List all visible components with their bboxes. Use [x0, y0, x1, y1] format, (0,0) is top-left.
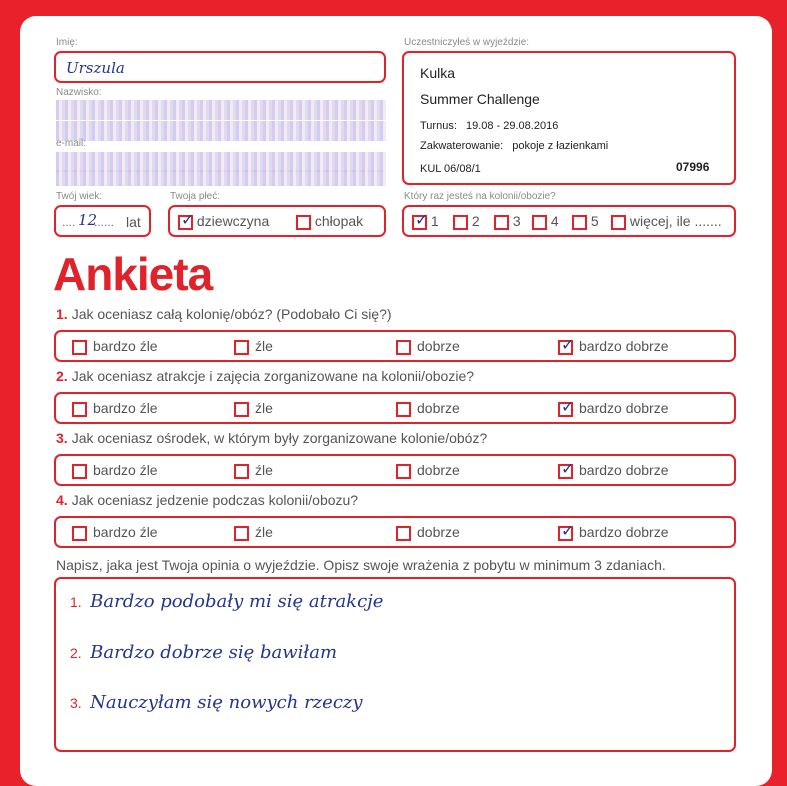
- times-checkbox-3[interactable]: [494, 215, 509, 230]
- question-1-rating: [54, 330, 736, 362]
- name-label: Imię:: [56, 37, 78, 48]
- rating-option[interactable]: [396, 524, 460, 541]
- rating-option[interactable]: [234, 400, 273, 417]
- ticket-term: [420, 120, 558, 132]
- gender-male-checkbox[interactable]: [296, 215, 311, 230]
- opinion-textarea[interactable]: [54, 577, 736, 752]
- rating-label: bardzo źle: [93, 462, 158, 478]
- opinion-line-2: [70, 642, 337, 663]
- rating-checkbox[interactable]: [72, 464, 87, 479]
- rating-checkbox[interactable]: [558, 520, 575, 541]
- times-label: Który raz jesteś na kolonii/obozie?: [404, 191, 556, 202]
- gender-male-option[interactable]: [296, 213, 363, 230]
- gender-label: Twoja płeć:: [170, 191, 221, 202]
- check-icon: ✓: [561, 334, 575, 354]
- age-dots-right: ......: [94, 215, 115, 229]
- rating-option[interactable]: [396, 338, 460, 355]
- rating-label: dobrze: [417, 400, 460, 416]
- check-icon: ✓: [561, 520, 575, 540]
- rating-option[interactable]: [558, 334, 669, 355]
- rating-label: źle: [255, 524, 273, 540]
- surname-redacted-2: [56, 121, 386, 141]
- rating-label: źle: [255, 400, 273, 416]
- age-label: Twój wiek:: [56, 191, 103, 202]
- rating-option[interactable]: [558, 396, 669, 417]
- rating-label: bardzo dobrze: [579, 400, 669, 416]
- check-icon: ✓: [181, 209, 195, 229]
- times-option-1[interactable]: [412, 209, 439, 230]
- times-option-5[interactable]: [572, 213, 599, 230]
- opinion-line-number: 2.: [70, 645, 82, 661]
- gender-field: [168, 205, 386, 237]
- ticket-name: Kulka: [420, 65, 456, 81]
- age-field[interactable]: [54, 205, 151, 237]
- times-checkbox-5[interactable]: [572, 215, 587, 230]
- ticket-number: 07996: [676, 160, 710, 174]
- age-dots-left: ....: [62, 215, 76, 229]
- times-option-4[interactable]: [532, 213, 559, 230]
- rating-checkbox[interactable]: [234, 464, 249, 479]
- name-value: Urszula: [66, 59, 125, 77]
- rating-checkbox[interactable]: [396, 402, 411, 417]
- opinion-line-text: Nauczyłam się nowych rzeczy: [90, 692, 363, 713]
- gender-female-label: dziewczyna: [196, 213, 270, 229]
- times-checkbox-more[interactable]: [611, 215, 626, 230]
- name-field[interactable]: [54, 51, 386, 83]
- rating-label: dobrze: [417, 338, 460, 354]
- rating-checkbox[interactable]: [234, 340, 249, 355]
- rating-label: bardzo źle: [93, 338, 158, 354]
- rating-option[interactable]: [396, 400, 460, 417]
- rating-label: bardzo dobrze: [579, 338, 669, 354]
- rating-option[interactable]: [234, 338, 273, 355]
- surname-label: Nazwisko:: [56, 87, 102, 98]
- times-option-more[interactable]: [611, 213, 722, 230]
- rating-option[interactable]: [234, 524, 273, 541]
- times-checkbox-2[interactable]: [453, 215, 468, 230]
- rating-checkbox[interactable]: [72, 340, 87, 355]
- question-number: 4.: [56, 492, 68, 508]
- times-checkbox-1[interactable]: [412, 209, 429, 230]
- times-field: [402, 205, 736, 237]
- rating-checkbox[interactable]: [558, 458, 575, 479]
- rating-option[interactable]: [72, 400, 158, 417]
- email-label: e-mail:: [56, 138, 87, 149]
- rating-label: bardzo źle: [93, 524, 158, 540]
- rating-checkbox[interactable]: [558, 334, 575, 355]
- age-unit: lat: [126, 214, 141, 230]
- rating-checkbox[interactable]: [234, 402, 249, 417]
- rating-label: źle: [255, 462, 273, 478]
- question-2-text: [56, 368, 474, 384]
- gender-female-option[interactable]: [178, 209, 270, 230]
- gender-female-checkbox[interactable]: [178, 209, 195, 230]
- rating-option[interactable]: [234, 462, 273, 479]
- rating-label: źle: [255, 338, 273, 354]
- question-number: 2.: [56, 368, 68, 384]
- rating-checkbox[interactable]: [234, 526, 249, 541]
- opinion-line-number: 3.: [70, 695, 82, 711]
- question-4-text: [56, 492, 358, 508]
- opinion-line-1: [70, 591, 383, 612]
- rating-checkbox[interactable]: [72, 402, 87, 417]
- email-redacted: [56, 152, 386, 172]
- rating-checkbox[interactable]: [72, 526, 87, 541]
- rating-label: bardzo źle: [93, 400, 158, 416]
- times-option-label: 2: [471, 213, 480, 229]
- ticket-code: KUL 06/08/1: [420, 163, 481, 175]
- rating-checkbox[interactable]: [396, 340, 411, 355]
- check-icon: ✓: [415, 209, 429, 229]
- ticket-accommodation-label: Zakwaterowanie:: [420, 140, 504, 152]
- rating-option[interactable]: [72, 338, 158, 355]
- question-label: Jak oceniasz całą kolonię/obóz? (Podobało Ci się?): [71, 306, 392, 322]
- gender-male-label: chłopak: [314, 213, 364, 229]
- ticket-accommodation: [420, 140, 608, 152]
- rating-label: dobrze: [417, 524, 460, 540]
- check-icon: ✓: [561, 458, 575, 478]
- question-label: Jak oceniasz ośrodek, w którym były zorganizowane kolonie/obóz?: [71, 430, 488, 446]
- ticket-term-label: Turnus:: [420, 120, 457, 132]
- question-label: Jak oceniasz atrakcje i zajęcia zorganizowane na kolonii/obozie?: [71, 368, 475, 384]
- rating-option[interactable]: [558, 520, 669, 541]
- surname-redacted: [56, 100, 386, 120]
- question-1-text: [56, 306, 392, 322]
- rating-option[interactable]: [396, 462, 460, 479]
- rating-checkbox[interactable]: [396, 464, 411, 479]
- times-option-label: 4: [550, 213, 559, 229]
- question-3-rating: [54, 454, 736, 486]
- times-option-2[interactable]: [453, 213, 480, 230]
- question-2-rating: [54, 392, 736, 424]
- age-value: 12: [78, 211, 98, 229]
- times-option-label: 1: [430, 213, 439, 229]
- rating-label: dobrze: [417, 462, 460, 478]
- question-4-rating: [54, 516, 736, 548]
- times-more-label: więcej, ile .......: [629, 213, 722, 229]
- check-icon: ✓: [561, 396, 575, 416]
- times-option-label: 3: [512, 213, 521, 229]
- rating-label: bardzo dobrze: [579, 462, 669, 478]
- opinion-prompt: Napisz, jaka jest Twoja opinia o wyjeździe. Opisz swoje wrażenia z pobytu w minimum 3 zdaniach.: [56, 557, 666, 573]
- email-redacted-2: [56, 170, 386, 186]
- ticket-term-value: 19.08 - 29.08.2016: [465, 120, 559, 132]
- opinion-line-text: Bardzo podobały mi się atrakcje: [90, 591, 384, 612]
- question-number: 3.: [56, 430, 68, 446]
- ticket-box: [402, 51, 736, 185]
- opinion-line-number: 1.: [70, 594, 82, 610]
- rating-option[interactable]: [72, 462, 158, 479]
- survey-title: Ankieta: [53, 248, 213, 300]
- rating-checkbox[interactable]: [558, 396, 575, 417]
- question-label: Jak oceniasz jedzenie podczas kolonii/obozu?: [71, 492, 359, 508]
- times-option-3[interactable]: [494, 213, 521, 230]
- ticket-program: Summer Challenge: [420, 91, 540, 107]
- opinion-line-3: [70, 692, 363, 713]
- rating-label: bardzo dobrze: [579, 524, 669, 540]
- participant-label: Uczestniczyłeś w wyjeździe:: [404, 37, 530, 48]
- times-checkbox-4[interactable]: [532, 215, 547, 230]
- ticket-accommodation-value: pokoje z łazienkami: [512, 140, 609, 152]
- question-3-text: [56, 430, 487, 446]
- opinion-line-text: Bardzo dobrze się bawiłam: [90, 642, 338, 663]
- rating-option[interactable]: [72, 524, 158, 541]
- rating-option[interactable]: [558, 458, 669, 479]
- rating-checkbox[interactable]: [396, 526, 411, 541]
- times-option-label: 5: [590, 213, 599, 229]
- question-number: 1.: [56, 306, 68, 322]
